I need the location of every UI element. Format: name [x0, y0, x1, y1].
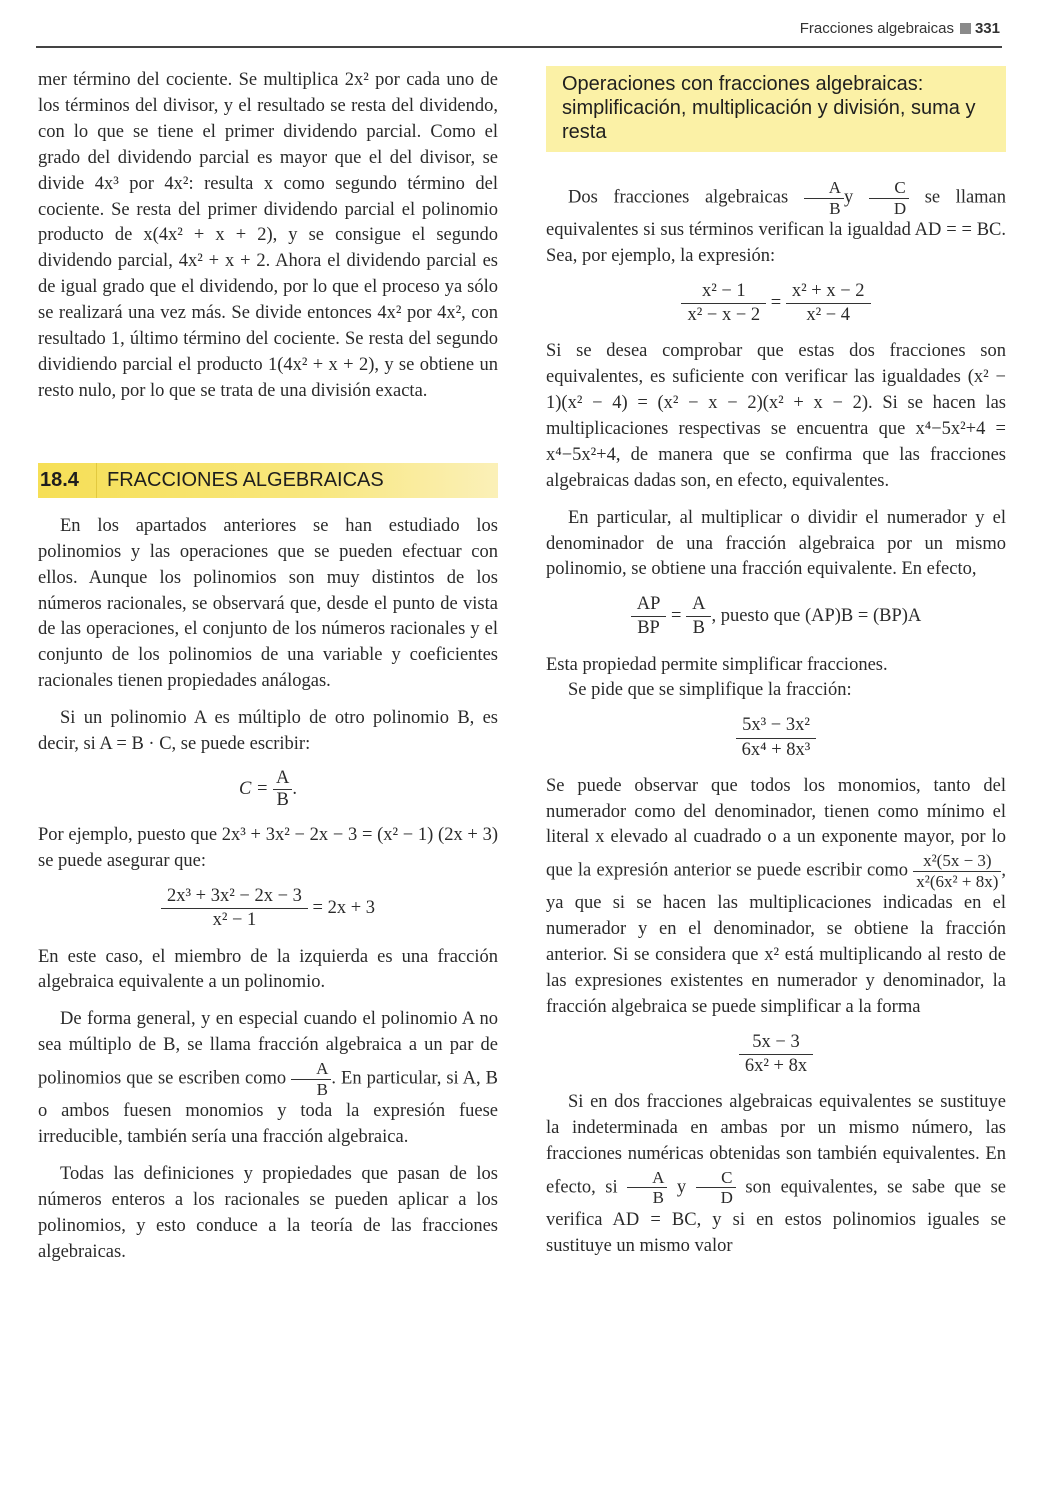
paragraph: Por ejemplo, puesto que 2x³ + 3x² − 2x − 3 = (x² − 1) (2x + 3) se puede asegurar que: [38, 825, 498, 872]
paragraph [546, 1090, 1006, 1260]
text-run: De forma general, y en especial cuando el polinomio A no sea múltiplo de B, se llama fracción algebraica a un par de polinomios que se escriben como [38, 1009, 498, 1089]
numerator: x² + x − 2 [791, 280, 865, 301]
right-column [546, 66, 1006, 1260]
numerator: AP [636, 594, 661, 615]
text-run: y [676, 1177, 687, 1198]
numerator: 2x³ + 3x² − 2x − 3 [166, 886, 302, 907]
equation [546, 593, 1006, 640]
fraction [736, 714, 817, 761]
paragraph: Si un polinomio A es múltiplo de otro polinomio B, es decir, si A = B · C, se puede escribir: [38, 708, 498, 755]
section-title: FRACCIONES ALGEBRAICAS [107, 468, 384, 491]
paragraph: Si se desea comprobar que estas dos fracciones son equivalentes, es suficiente con verificar las igualdades (x² − 1)(x² − 4) = (x² − x − 2)(x² + x − 2). Si se hacen las multiplicaciones respectivas se encuentra que x⁴−5x²+4 = x⁴−5x²+4, de manera que se confirma que las fracciones algebraicas dadas son, en efecto, equivalentes. [546, 341, 1006, 491]
denominator: B [291, 1079, 331, 1100]
page-header [36, 18, 1002, 48]
running-head-title: Fracciones algebraicas [799, 20, 954, 37]
text-run: son equivalentes, se sabe que se verifica AD = BC, y si en estos polinomios iguales se sustituye un mismo valor [546, 1177, 1006, 1256]
denominator: B [804, 198, 844, 219]
numerator: x²(5x − 3) [923, 851, 992, 871]
section-number: 18.4 [38, 463, 97, 498]
paragraph: Todas las definiciones y propiedades que pasan de los números enteros a los racionales se pueden aplicar a los polinomios, y esto conduce a la teoría de las fracciones algebraicas. [38, 1164, 498, 1262]
denominator: x² − x − 2 [681, 303, 766, 327]
square-bullet-icon [960, 23, 971, 34]
running-head [800, 20, 1000, 37]
numerator: A [828, 178, 842, 197]
numerator: A [652, 1167, 665, 1187]
equation [38, 768, 498, 812]
fraction [291, 1059, 331, 1099]
equation-end: . [292, 778, 298, 799]
equation-tail: , puesto que (AP)B = (BP)A [711, 606, 922, 627]
paragraph: Esta propiedad permite simplificar fracciones. [546, 654, 888, 675]
text-run: , ya que si se hacen las multiplicaciones indicadas en el numerador y en el denominador, se obtiene la fracción anterior. Si se considera que x² está multiplicando al resto de las expresiones existentes en numerador y denominador, la fracción algebraica se puede simplificar a la forma [546, 860, 1006, 1018]
text-run: y [844, 187, 854, 208]
denominator: BP [631, 616, 667, 640]
paragraph: En particular, al multiplicar o dividir el numerador y el denominador de una fracción algebraica por un mismo polinomio, se obtiene una fracción equivalente. En efecto, [546, 507, 1006, 580]
numerator: C [894, 178, 906, 197]
paragraph [546, 774, 1006, 1021]
fraction [786, 280, 871, 327]
denominator: B [686, 616, 711, 640]
equation [546, 1031, 1006, 1078]
paragraph [38, 1007, 498, 1151]
fraction [739, 1031, 813, 1078]
equation [546, 714, 1006, 761]
text-run: se llaman equivalentes si sus términos verifican la igualdad AD = = BC. Sea, por ejemplo, la expresión: [546, 187, 1007, 266]
fraction [161, 885, 308, 932]
equals-sign: = [671, 606, 682, 627]
denominator: B [627, 1187, 667, 1208]
text-run: . En particular, si A, B o ambos fuesen monomios y toda la expresión fuese irreducible, también sería una fracción algebraica. [38, 1068, 499, 1148]
fraction [686, 593, 711, 640]
paragraph: Se pide que se simplifique la fracción: [568, 680, 852, 701]
fraction [804, 178, 844, 218]
fraction [913, 851, 1001, 891]
numerator: A [692, 594, 706, 615]
numerator: x² − 1 [701, 280, 746, 301]
page-number: 331 [974, 20, 1000, 37]
fraction [681, 280, 766, 327]
equation [38, 885, 498, 932]
text-run: Si en dos fracciones algebraicas equivalentes se sustituye la indeterminada en ambas por un mismo número, las fracciones numéricas obtenidas son también equivalentes. En efecto, si [546, 1092, 1006, 1198]
fraction [627, 1168, 667, 1208]
denominator: D [869, 198, 909, 219]
boxed-heading: Operaciones con fracciones algebraicas: simplificación, multiplicación y división, suma y resta [546, 66, 1006, 152]
paragraph: En los apartados anteriores se han estudiado los polinomios y las operaciones que se pueden efectuar con ellos. Aunque los polinomios son muy distintos de los números racionales, se observará que, desde el punto de vista de las operaciones, el conjunto de los números racionales y el conjunto de los polinomios de una variable y coeficientes racionales tienen propiedades análogas. [38, 515, 498, 692]
fraction [631, 593, 667, 640]
text-run: Se puede observar que todos los monomios, tanto del numerador como del denominador, tienen como mínimo el literal x elevado al cuadrado o a un exponente mayor, por lo que la expresión anterior se puede escribir como [546, 775, 1006, 881]
numerator: C [721, 1167, 733, 1187]
equals-sign: = [770, 292, 782, 313]
section-heading [38, 463, 498, 498]
numerator: 5x³ − 3x² [742, 715, 810, 736]
paragraph: En este caso, el miembro de la izquierda es una fracción algebraica equivalente a un polinomio. [38, 946, 498, 993]
left-column [38, 68, 498, 1266]
fraction [696, 1168, 736, 1208]
denominator: x²(6x² + 8x) [913, 871, 1001, 892]
denominator: 6x⁴ + 8x³ [736, 738, 817, 762]
numerator: 5x − 3 [752, 1031, 800, 1052]
denominator: B [273, 789, 292, 811]
denominator: x² − 4 [786, 303, 871, 327]
denominator: 6x² + 8x [739, 1054, 813, 1078]
equation [546, 280, 1006, 327]
numerator: A [316, 1059, 329, 1079]
numerator: A [276, 767, 290, 788]
denominator: D [696, 1187, 736, 1208]
equation-rhs: = 2x + 3 [312, 898, 376, 919]
text-run: Dos fracciones algebraicas [568, 187, 789, 208]
denominator: x² − 1 [161, 908, 308, 932]
fraction [273, 768, 292, 812]
paragraph [546, 178, 1006, 270]
fraction [869, 178, 909, 218]
paragraph: mer término del cociente. Se multiplica 2x² por cada uno de los términos del divisor, y el resultado se resta del dividendo, con lo que se tiene el primer dividendo parcial. Como el grado del dividendo parcial es mayor que el del divisor, se divide 4x³ por 4x²: resulta x como segundo término del cociente. Se resta del primer dividendo parcial el polinomio producto de x(4x² + x + 2), y se consigue el segundo dividendo parcial, 4x² + x + 2. Ahora el dividendo parcial es de igual grado que el dividendo, por lo que el proceso ya sólo se realizará una vez más. Se divide entonces 4x² por 4x², con resultado 1, último término del cociente. Se resta del segundo dividiendo parcial el producto 1(4x² + x + 2), y se obtiene un resto nulo, por lo que se trata de una división exacta. [38, 70, 498, 401]
equation-lhs: C = [238, 778, 269, 799]
